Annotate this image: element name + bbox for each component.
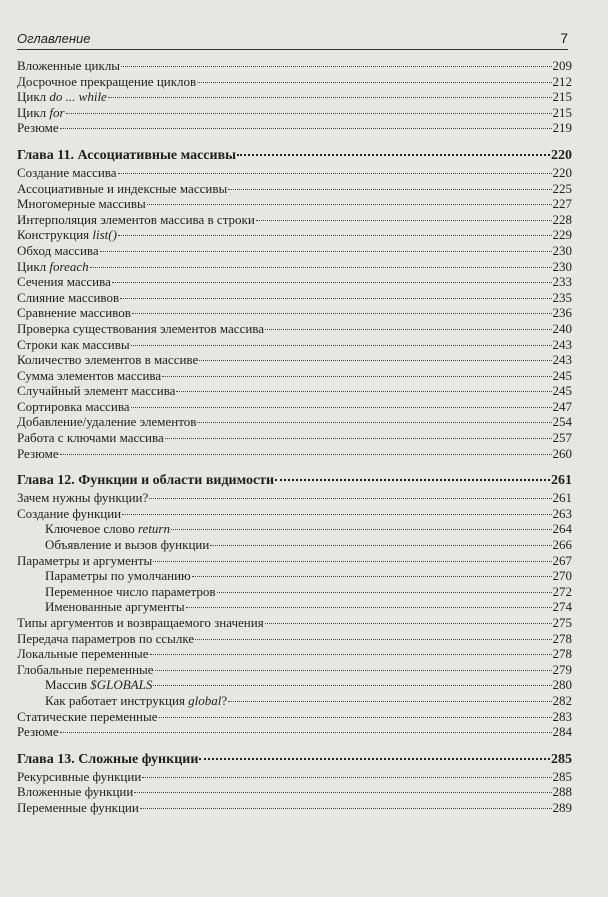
toc-page-number: 240 xyxy=(552,320,572,336)
toc-entry-title: Именованные аргументы xyxy=(45,599,185,615)
toc-page-number: 227 xyxy=(552,196,572,212)
section-gap xyxy=(17,136,572,147)
toc-entry-title: Сечения массива xyxy=(17,274,111,290)
toc-page-number: 215 xyxy=(552,104,572,120)
header-title: Оглавление xyxy=(17,31,91,46)
dot-leader xyxy=(147,204,552,205)
dot-leader xyxy=(132,313,552,314)
toc-entry[interactable] xyxy=(17,784,572,800)
toc-entry-title: Зачем нужны функции? xyxy=(17,490,149,506)
dot-leader xyxy=(149,498,551,499)
toc-entry[interactable] xyxy=(17,58,572,74)
toc-entry-title: Работа с ключами массива xyxy=(17,430,164,446)
toc-entry[interactable] xyxy=(17,274,572,290)
dot-leader xyxy=(199,758,550,760)
toc-subsection-entry[interactable] xyxy=(17,568,572,584)
toc-page-number: 289 xyxy=(552,799,572,815)
toc-entry-title: Ключевое слово return xyxy=(45,521,170,537)
toc-entry[interactable] xyxy=(17,196,572,212)
toc-entry-title: Глава 11. Ассоциативные массивы xyxy=(17,147,237,163)
toc-entry-title: Передача параметров по ссылке xyxy=(17,630,195,646)
table-of-contents xyxy=(17,58,572,816)
toc-page-number: 230 xyxy=(552,242,572,258)
toc-entry[interactable] xyxy=(17,105,572,121)
dot-leader xyxy=(131,345,552,346)
toc-page-number: 254 xyxy=(552,414,572,430)
toc-page-number: 220 xyxy=(551,147,572,163)
toc-page-number: 261 xyxy=(551,473,572,489)
dot-leader xyxy=(217,592,552,593)
toc-entry-title: Проверка существования элементов массива xyxy=(17,320,265,336)
toc-entry[interactable] xyxy=(17,631,572,647)
dot-leader xyxy=(142,777,551,778)
dot-leader xyxy=(122,514,551,515)
dot-leader xyxy=(60,128,552,129)
toc-entry-title: Обход массива xyxy=(17,242,99,258)
toc-entry-title: Конструкция list() xyxy=(17,227,117,243)
section-gap xyxy=(17,740,572,751)
toc-page-number: 236 xyxy=(552,305,572,321)
toc-entry-title: Локальные переменные xyxy=(17,646,149,662)
toc-page-number: 220 xyxy=(552,164,572,180)
dot-leader xyxy=(120,298,551,299)
toc-page-number: 264 xyxy=(552,521,572,537)
toc-entry-title: Интерполяция элементов массива в строки xyxy=(17,211,255,227)
toc-entry[interactable] xyxy=(17,321,572,337)
toc-entry-title: Резюме xyxy=(17,445,59,461)
toc-entry-title: Рекурсивные функции xyxy=(17,768,142,784)
toc-page-number: 288 xyxy=(552,784,572,800)
dot-leader xyxy=(275,479,550,481)
toc-page-number: 228 xyxy=(552,211,572,227)
toc-entry[interactable] xyxy=(17,414,572,430)
toc-entry-title: Создание массива xyxy=(17,164,117,180)
toc-entry[interactable] xyxy=(17,212,572,228)
toc-entry[interactable] xyxy=(17,352,572,368)
toc-entry[interactable] xyxy=(17,383,572,399)
toc-entry-title: Глава 13. Сложные функции xyxy=(17,751,199,767)
dot-leader xyxy=(197,422,551,423)
toc-page-number: 274 xyxy=(552,599,572,615)
toc-page-number: 285 xyxy=(551,751,572,767)
toc-entry[interactable] xyxy=(17,646,572,662)
toc-chapter-entry[interactable] xyxy=(17,147,572,165)
dot-leader xyxy=(265,623,552,624)
toc-entry[interactable] xyxy=(17,800,572,816)
toc-entry-title: Цикл for xyxy=(17,104,65,120)
toc-page-number: 284 xyxy=(552,724,572,740)
toc-entry-title: Цикл do ... while xyxy=(17,89,107,105)
toc-entry-title: Массив $GLOBALS xyxy=(45,677,153,693)
toc-page-number: 266 xyxy=(552,537,572,553)
toc-page-number: 263 xyxy=(552,505,572,521)
toc-subsection-entry[interactable] xyxy=(17,599,572,615)
toc-entry-title: Количество элементов в массиве xyxy=(17,352,199,368)
toc-entry[interactable] xyxy=(17,446,572,462)
dot-leader xyxy=(171,529,552,530)
dot-leader xyxy=(100,251,552,252)
dot-leader xyxy=(186,607,552,608)
toc-entry-title: Сумма элементов массива xyxy=(17,367,162,383)
toc-chapter-entry[interactable] xyxy=(17,472,572,490)
toc-page-number: 283 xyxy=(552,708,572,724)
dot-leader xyxy=(66,113,552,114)
section-gap xyxy=(17,461,572,472)
toc-page-number: 247 xyxy=(552,398,572,414)
toc-entry-title: Цикл foreach xyxy=(17,258,89,274)
toc-entry-title: Типы аргументов и возвращаемого значения xyxy=(17,615,264,630)
toc-entry[interactable] xyxy=(17,506,572,522)
toc-page-number: 230 xyxy=(552,258,572,274)
toc-entry[interactable] xyxy=(17,490,572,506)
dot-leader xyxy=(108,97,552,98)
toc-entry-title: Переменное число параметров xyxy=(45,583,216,599)
toc-page-number: 209 xyxy=(552,58,572,73)
toc-entry-title: Параметры по умолчанию xyxy=(45,568,191,584)
toc-page-number: 272 xyxy=(552,583,572,599)
dot-leader xyxy=(60,732,552,733)
toc-page-number: 280 xyxy=(552,677,572,693)
toc-entry-title: Статические переменные xyxy=(17,708,158,724)
toc-page-number: 245 xyxy=(552,383,572,399)
toc-entry-title: Резюме xyxy=(17,724,59,740)
dot-leader xyxy=(192,576,552,577)
dot-leader xyxy=(265,329,551,330)
toc-entry-title: Вложенные функции xyxy=(17,784,134,800)
dot-leader xyxy=(210,545,551,546)
dot-leader xyxy=(150,654,552,655)
toc-entry[interactable] xyxy=(17,89,572,105)
dot-leader xyxy=(176,391,551,392)
toc-page-number: 275 xyxy=(552,615,572,630)
toc-entry[interactable] xyxy=(17,305,572,321)
dot-leader xyxy=(197,82,551,83)
toc-entry-title: Глобальные переменные xyxy=(17,661,154,677)
toc-page-number: 278 xyxy=(552,630,572,646)
toc-subsection-entry[interactable] xyxy=(17,693,572,709)
toc-entry-title: Создание функции xyxy=(17,505,122,521)
toc-page-number: 229 xyxy=(552,227,572,243)
toc-page-number: 243 xyxy=(552,352,572,368)
toc-entry[interactable] xyxy=(17,724,572,740)
toc-entry[interactable] xyxy=(17,120,572,136)
toc-entry-title: Сортировка массива xyxy=(17,398,130,414)
toc-page-number: 270 xyxy=(552,568,572,584)
toc-entry[interactable] xyxy=(17,615,572,631)
toc-page-number: 233 xyxy=(552,274,572,290)
toc-entry-title: Как работает инструкция global? xyxy=(45,692,228,708)
toc-entry-title: Слияние массивов xyxy=(17,289,120,305)
toc-page-number: 278 xyxy=(552,646,572,662)
toc-entry[interactable] xyxy=(17,165,572,181)
dot-leader xyxy=(256,220,552,221)
toc-chapter-entry[interactable] xyxy=(17,751,572,769)
toc-page-number: 245 xyxy=(552,367,572,383)
toc-entry-title: Добавление/удаление элементов xyxy=(17,414,197,430)
toc-page-number: 279 xyxy=(552,661,572,677)
dot-leader xyxy=(118,235,552,236)
toc-entry-title: Строки как массивы xyxy=(17,336,130,352)
dot-leader xyxy=(90,267,552,268)
toc-entry[interactable] xyxy=(17,227,572,243)
toc-page-number: 261 xyxy=(552,490,572,506)
toc-page-number: 257 xyxy=(552,430,572,446)
dot-leader xyxy=(134,792,551,793)
dot-leader xyxy=(153,561,551,562)
toc-entry-title: Глава 12. Функции и области видимости xyxy=(17,473,275,489)
toc-subsection-entry[interactable] xyxy=(17,677,572,693)
toc-subsection-entry[interactable] xyxy=(17,584,572,600)
toc-subsection-entry[interactable] xyxy=(17,521,572,537)
dot-leader xyxy=(112,282,552,283)
dot-leader xyxy=(199,360,551,361)
toc-page-number: 219 xyxy=(552,120,572,136)
toc-entry[interactable] xyxy=(17,290,572,306)
toc-entry[interactable] xyxy=(17,74,572,90)
toc-entry-title: Вложенные циклы xyxy=(17,58,121,73)
toc-page-number: 243 xyxy=(552,336,572,352)
toc-page-number: 285 xyxy=(552,768,572,784)
toc-entry[interactable] xyxy=(17,662,572,678)
toc-page-number: 212 xyxy=(552,73,572,89)
toc-entry[interactable] xyxy=(17,337,572,353)
toc-page-number: 260 xyxy=(552,445,572,461)
toc-page-number: 267 xyxy=(552,552,572,568)
dot-leader xyxy=(118,173,552,174)
toc-subsection-entry[interactable] xyxy=(17,537,572,553)
toc-entry[interactable] xyxy=(17,243,572,259)
dot-leader xyxy=(60,454,552,455)
toc-entry-title: Объявление и вызов функции xyxy=(45,537,210,553)
dot-leader xyxy=(228,189,551,190)
dot-leader xyxy=(162,376,551,377)
toc-entry[interactable] xyxy=(17,709,572,725)
toc-entry[interactable] xyxy=(17,430,572,446)
toc-entry[interactable] xyxy=(17,368,572,384)
dot-leader xyxy=(155,670,552,671)
toc-entry-title: Досрочное прекращение циклов xyxy=(17,73,197,89)
toc-entry[interactable] xyxy=(17,181,572,197)
dot-leader xyxy=(159,717,552,718)
toc-page-number: 282 xyxy=(552,692,572,708)
toc-entry-title: Параметры и аргументы xyxy=(17,552,153,568)
toc-entry[interactable] xyxy=(17,769,572,785)
dot-leader xyxy=(140,808,552,809)
toc-entry-title: Ассоциативные и индексные массивы xyxy=(17,180,228,196)
toc-entry-title: Переменные функции xyxy=(17,799,139,815)
toc-page-number: 235 xyxy=(552,289,572,305)
dot-leader xyxy=(195,639,551,640)
running-header xyxy=(17,27,568,50)
dot-leader xyxy=(121,66,551,67)
toc-page-number: 225 xyxy=(552,180,572,196)
toc-entry-title: Многомерные массивы xyxy=(17,196,146,212)
dot-leader xyxy=(228,701,551,702)
toc-entry-title: Резюме xyxy=(17,120,59,136)
toc-entry[interactable] xyxy=(17,259,572,275)
toc-entry[interactable] xyxy=(17,553,572,569)
dot-leader xyxy=(237,154,550,156)
dot-leader xyxy=(131,407,552,408)
toc-entry-title: Сравнение массивов xyxy=(17,305,131,321)
toc-page-number: 215 xyxy=(552,89,572,105)
toc-entry[interactable] xyxy=(17,399,572,415)
header-page-number: 7 xyxy=(560,30,568,46)
toc-entry-title: Случайный элемент массива xyxy=(17,383,176,399)
dot-leader xyxy=(165,438,552,439)
dot-leader xyxy=(153,685,551,686)
